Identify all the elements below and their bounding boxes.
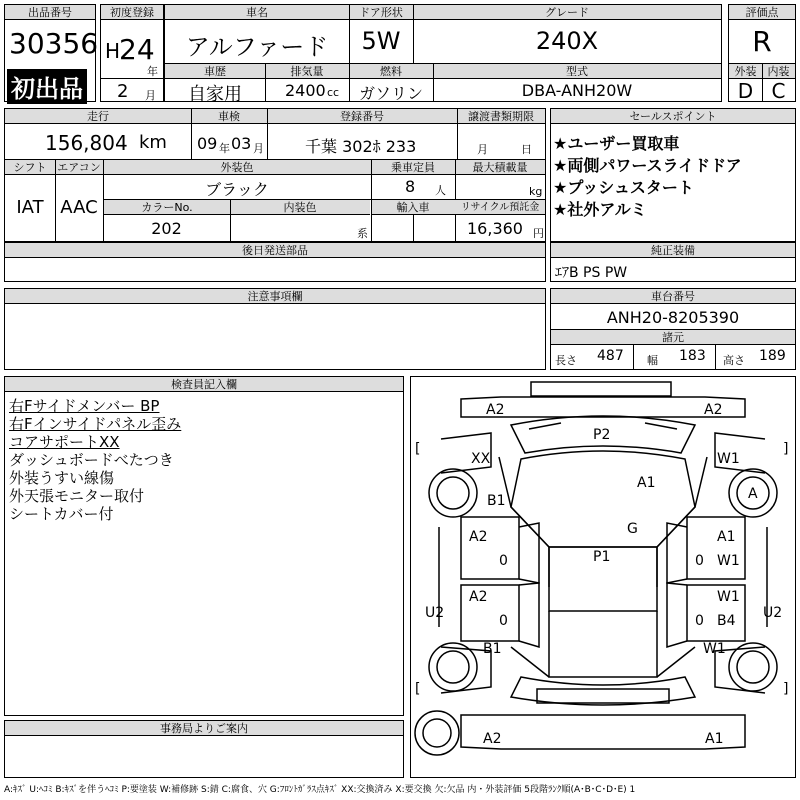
mark-left-rear-door: A2 xyxy=(469,589,488,605)
office-box xyxy=(4,720,404,778)
history: 自家用 xyxy=(188,84,242,105)
lot-box xyxy=(4,4,99,103)
reg-number: 千葉 302ﾎ 233 xyxy=(305,137,417,156)
genuine-label: 純正装備 xyxy=(551,243,795,258)
door-type: 5W xyxy=(361,27,401,55)
inspection-label: 車検 xyxy=(191,109,267,124)
later-parts-label: 後日発送部品 xyxy=(5,243,545,258)
first-reg-box xyxy=(100,4,164,102)
mark-right-front-door-c: 0 xyxy=(695,553,704,569)
mark-front-left: A2 xyxy=(486,402,505,418)
bracket-left-top: [ xyxy=(415,441,421,457)
mark-right-front-wheel: A xyxy=(748,486,758,502)
displacement-label: 排気量 xyxy=(265,64,349,79)
inspector-line-6: 外天張モニター取付 xyxy=(9,487,145,505)
transfer-label: 譲渡書類期限 xyxy=(457,109,545,124)
inspector-line-2: 右Fインサイドパネル歪み xyxy=(9,415,182,433)
reg-month: 2 xyxy=(117,81,129,102)
width: 183 xyxy=(679,348,706,364)
bracket-right-top: ] xyxy=(783,441,789,457)
mileage-unit: km xyxy=(139,132,167,153)
notes-label: 注意事項欄 xyxy=(5,289,545,304)
displacement-unit: cc xyxy=(327,86,340,99)
first-reg-label: 初度登録 xyxy=(101,5,163,20)
shift: IAT xyxy=(16,197,44,218)
era: H xyxy=(105,39,121,63)
length-label: 長さ xyxy=(555,354,577,367)
capacity-unit: 人 xyxy=(435,184,446,197)
score: R xyxy=(752,25,772,58)
ac-label: エアコン xyxy=(55,160,103,175)
car-info-box xyxy=(164,4,722,105)
fuel-label: 燃料 xyxy=(349,64,433,79)
bracket-left-bottom: [ xyxy=(415,681,421,697)
capacity-label: 乗車定員 xyxy=(371,160,455,175)
int-grade: C xyxy=(771,79,786,103)
ext-grade-label: 外装 xyxy=(729,64,762,79)
lot-label: 出品番号 xyxy=(5,5,95,20)
mark-right-sill: U2 xyxy=(763,605,783,621)
chassis-label: 車台番号 xyxy=(551,289,795,304)
capacity: 8 xyxy=(405,177,416,196)
mark-right-front-door-b: W1 xyxy=(717,553,740,569)
details-box xyxy=(4,108,546,242)
mileage: 156,804 xyxy=(45,131,128,155)
inspector-line-3: コアサポートXX xyxy=(9,433,120,451)
color-no: 202 xyxy=(151,219,182,238)
mark-right-front-door: A1 xyxy=(717,529,736,545)
inspector-box xyxy=(4,376,404,716)
score-box xyxy=(728,4,796,102)
mark-left-front-door-b: 0 xyxy=(499,553,508,569)
legend-footer: A:ｷｽﾞ U:ﾍｺﾐ B:ｷｽﾞを伴うﾍｺﾐ P:要塗装 W:補修跡 S:錆 C:腐食、穴 G:ﾌﾛﾝﾄｶﾞﾗｽ点ｷｽﾞ XX:交換済み X:要交換 欠:欠品 内・外装評価 5段階ﾗﾝｸ順(A･B･C･D･E) 1 xyxy=(4,785,636,795)
mark-left-rear-fender: B1 xyxy=(483,641,502,657)
load-label: 最大積載量 xyxy=(455,160,545,175)
recycle-unit: 円 xyxy=(533,227,544,240)
mark-hood: P2 xyxy=(593,427,611,443)
model-label: 型式 xyxy=(433,64,721,79)
car-name: アルファード xyxy=(185,33,329,61)
height: 189 xyxy=(759,348,786,364)
score-label: 評価点 xyxy=(729,5,795,20)
lot-number: 30356 xyxy=(9,27,99,60)
mark-rear-left: A2 xyxy=(483,731,502,747)
model-code: DBA-ANH20W xyxy=(521,81,633,100)
car-name-label: 車名 xyxy=(165,5,349,20)
width-label: 幅 xyxy=(647,354,658,367)
mark-right-rear-door: W1 xyxy=(717,589,740,605)
chassis-number: ANH20-8205390 xyxy=(606,308,740,327)
inspection-year-unit: 年 xyxy=(219,142,230,155)
length: 487 xyxy=(597,348,624,364)
later-parts-box xyxy=(4,242,546,282)
int-grade-label: 内装 xyxy=(762,64,795,79)
mark-left-front-door: A2 xyxy=(469,529,488,545)
inspection-month: 03 xyxy=(231,134,252,153)
bracket-right-bottom: ] xyxy=(783,681,789,697)
damage-diagram xyxy=(410,376,796,778)
height-label: 高さ xyxy=(723,354,745,367)
sales-points-label: セールスポイント xyxy=(551,109,795,124)
year-unit: 年 xyxy=(147,65,158,78)
sales-point-3: ★プッシュスタート xyxy=(553,178,694,197)
mark-left-rear-door-b: 0 xyxy=(499,613,508,629)
mark-roof: G xyxy=(627,521,638,537)
month-unit: 月 xyxy=(145,89,156,102)
inspector-line-7: シートカバー付 xyxy=(9,505,114,523)
grade: 240X xyxy=(535,27,599,55)
mark-windshield: A1 xyxy=(637,475,656,491)
transfer-day: 日 xyxy=(521,143,532,156)
door-label: ドア形状 xyxy=(349,5,413,20)
mark-right-rear-door-b: B4 xyxy=(717,613,736,629)
car-outline xyxy=(411,377,795,777)
load-unit: kg xyxy=(529,185,543,198)
color-no-label: カラーNo. xyxy=(104,200,230,215)
mark-right-rear-fender: W1 xyxy=(703,641,726,657)
recycle-amount: 16,360 xyxy=(467,219,523,238)
mark-left-sill: U2 xyxy=(425,605,445,621)
inspector-line-4: ダッシュボードべたつき xyxy=(9,451,174,469)
inspection-year: 09 xyxy=(197,134,218,153)
ac: AAC xyxy=(60,197,98,218)
import-label: 輸入車 xyxy=(371,200,455,215)
office-label: 事務局よりご案内 xyxy=(5,721,403,736)
reg-number-label: 登録番号 xyxy=(267,109,457,124)
ext-color-label: 外装色 xyxy=(103,160,371,175)
sales-points-box xyxy=(550,108,796,242)
int-color-unit: 系 xyxy=(357,227,368,240)
chassis-box xyxy=(550,288,796,370)
reg-year: 24 xyxy=(119,33,155,66)
sales-point-4: ★社外アルミ xyxy=(553,200,647,219)
recycle-label: リサイクル預託金 xyxy=(455,200,545,215)
mark-left-front-pillar: B1 xyxy=(487,493,506,509)
sales-point-2: ★両側パワースライドドア xyxy=(553,156,742,175)
mark-right-rear-door-c: 0 xyxy=(695,613,704,629)
first-listing-badge: 初出品 xyxy=(7,69,87,104)
inspector-label: 検査員記入欄 xyxy=(5,377,403,392)
mark-left-fender: XX xyxy=(471,451,491,467)
genuine-value: ｴｱB PS PW xyxy=(555,265,628,281)
transfer-month: 月 xyxy=(477,143,488,156)
inspection-month-unit: 月 xyxy=(253,142,264,155)
mark-right-fender: W1 xyxy=(717,451,740,467)
inspector-line-5: 外装うすい線傷 xyxy=(9,469,115,487)
history-label: 車歴 xyxy=(165,64,265,79)
fuel: ガソリン xyxy=(358,84,423,103)
shift-label: シフト xyxy=(5,160,55,175)
displacement: 2400 xyxy=(285,81,326,100)
notes-box xyxy=(4,288,546,370)
dims-label: 諸元 xyxy=(551,330,795,345)
inspector-line-1: 右Fサイドメンバー BP xyxy=(9,397,160,415)
sales-point-1: ★ユーザー買取車 xyxy=(553,134,680,153)
int-color-label: 内装色 xyxy=(230,200,370,215)
mark-front-right: A2 xyxy=(704,402,723,418)
mileage-label: 走行 xyxy=(5,109,191,124)
ext-color: ブラック xyxy=(205,180,269,199)
mark-rear-right: A1 xyxy=(705,731,724,747)
mark-cabin: P1 xyxy=(593,549,611,565)
genuine-box xyxy=(550,242,796,282)
grade-label: グレード xyxy=(413,5,721,20)
ext-grade: D xyxy=(737,79,754,103)
